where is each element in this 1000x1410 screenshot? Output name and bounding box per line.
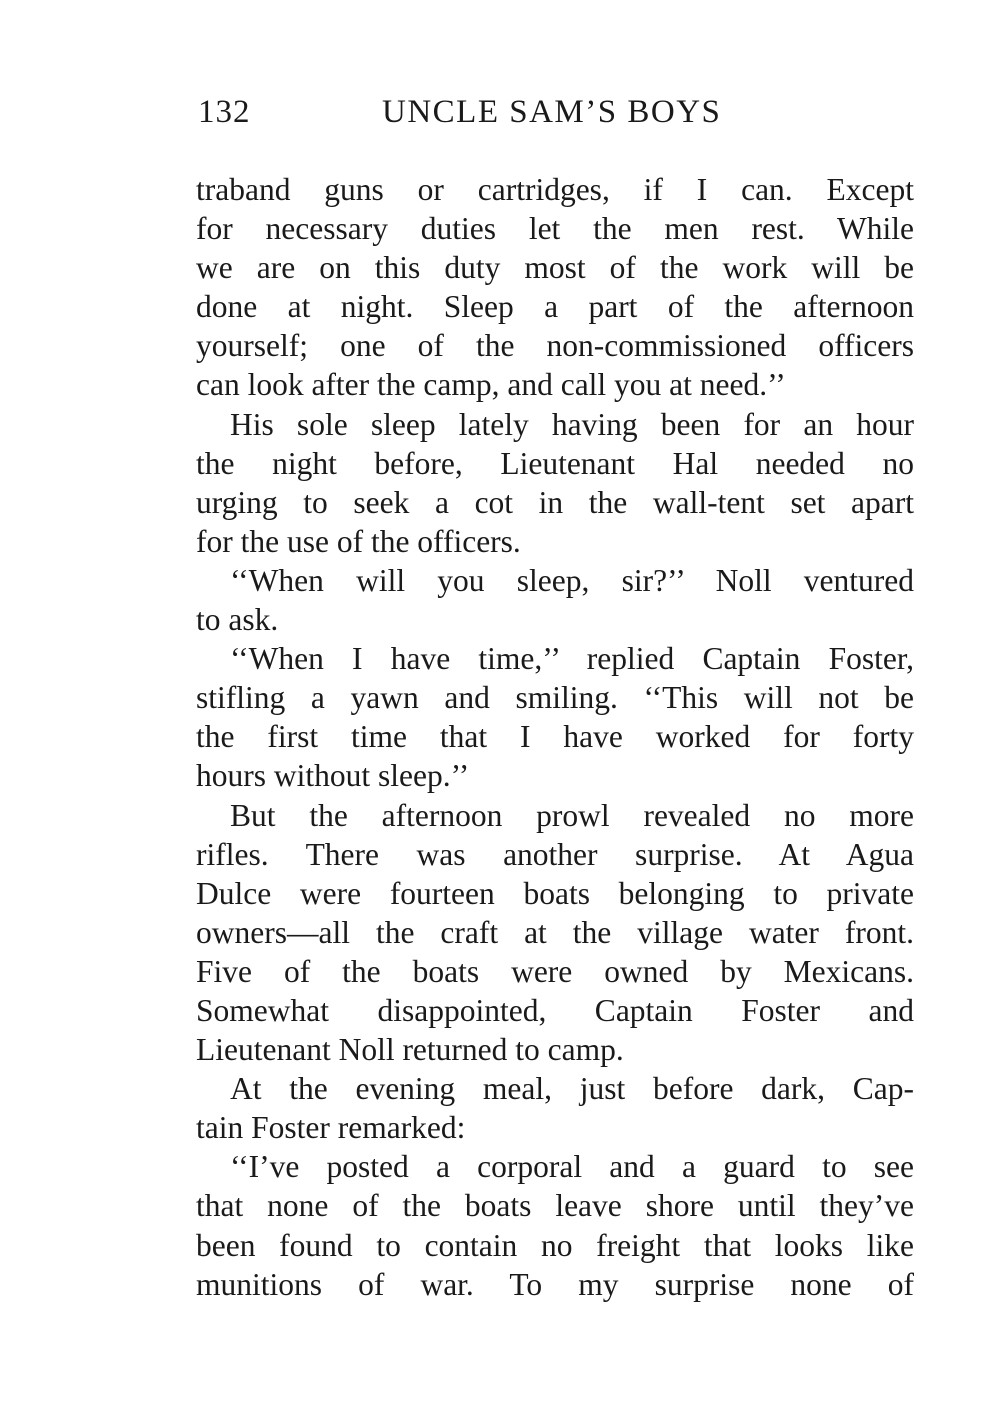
text-line: His sole sleep lately having been for an hour xyxy=(230,406,914,442)
text-line: But the afternoon prowl revealed no more xyxy=(230,797,914,833)
text-line: owners—all the craft at the village water front. xyxy=(196,914,914,950)
text-line: that none of the boats leave shore until they’ve xyxy=(196,1188,914,1224)
running-title: UNCLE SAM’S BOYS xyxy=(382,94,722,130)
text-line: traband guns or cartridges, if I can. Except xyxy=(196,172,914,207)
text-line: for the use of the officers. xyxy=(196,523,521,559)
text-line: tain Foster remarked: xyxy=(196,1110,466,1146)
text-line: ‘‘I’ve posted a corporal and a guard to see xyxy=(230,1149,914,1185)
text-line: been found to contain no freight that looks like xyxy=(196,1227,914,1263)
text-line: the first time that I have worked for forty xyxy=(196,719,914,755)
text-line: to ask. xyxy=(196,602,279,638)
text-line: Lieutenant Noll returned to camp. xyxy=(196,1032,624,1068)
text-line: Five of the boats were owned by Mexicans. xyxy=(196,953,914,989)
text-line: urging to seek a cot in the wall-tent set apart xyxy=(196,484,914,520)
text-line: Dulce were fourteen boats belonging to private xyxy=(196,875,914,911)
text-line: Somewhat disappointed, Captain Foster and xyxy=(196,992,914,1028)
text-line: At the evening meal, just before dark, Cap- xyxy=(230,1071,914,1107)
text-line: stifling a yawn and smiling. ‘‘This will not be xyxy=(196,680,914,716)
text-line: hours without sleep.’’ xyxy=(196,758,470,794)
text-line: yourself; one of the non-commissioned officers xyxy=(196,328,914,364)
text-line: we are on this duty most of the work will be xyxy=(196,250,914,286)
body-text xyxy=(196,170,914,1304)
text-line: done at night. Sleep a part of the afternoon xyxy=(196,289,914,325)
text-line: can look after the camp, and call you at need.’’ xyxy=(196,367,786,403)
text-line: ‘‘When will you sleep, sir?’’ Noll ventured xyxy=(230,562,914,598)
text-line: rifles. There was another surprise. At Agua xyxy=(196,836,914,872)
text-line: the night before, Lieutenant Hal needed no xyxy=(196,445,914,481)
running-head xyxy=(198,90,918,134)
text-line: munitions of war. To my surprise none of xyxy=(196,1266,914,1302)
text-line: ‘‘When I have time,’’ replied Captain Foster, xyxy=(230,641,914,677)
page-number: 132 xyxy=(198,94,251,130)
text-line: for necessary duties let the men rest. While xyxy=(196,211,914,247)
